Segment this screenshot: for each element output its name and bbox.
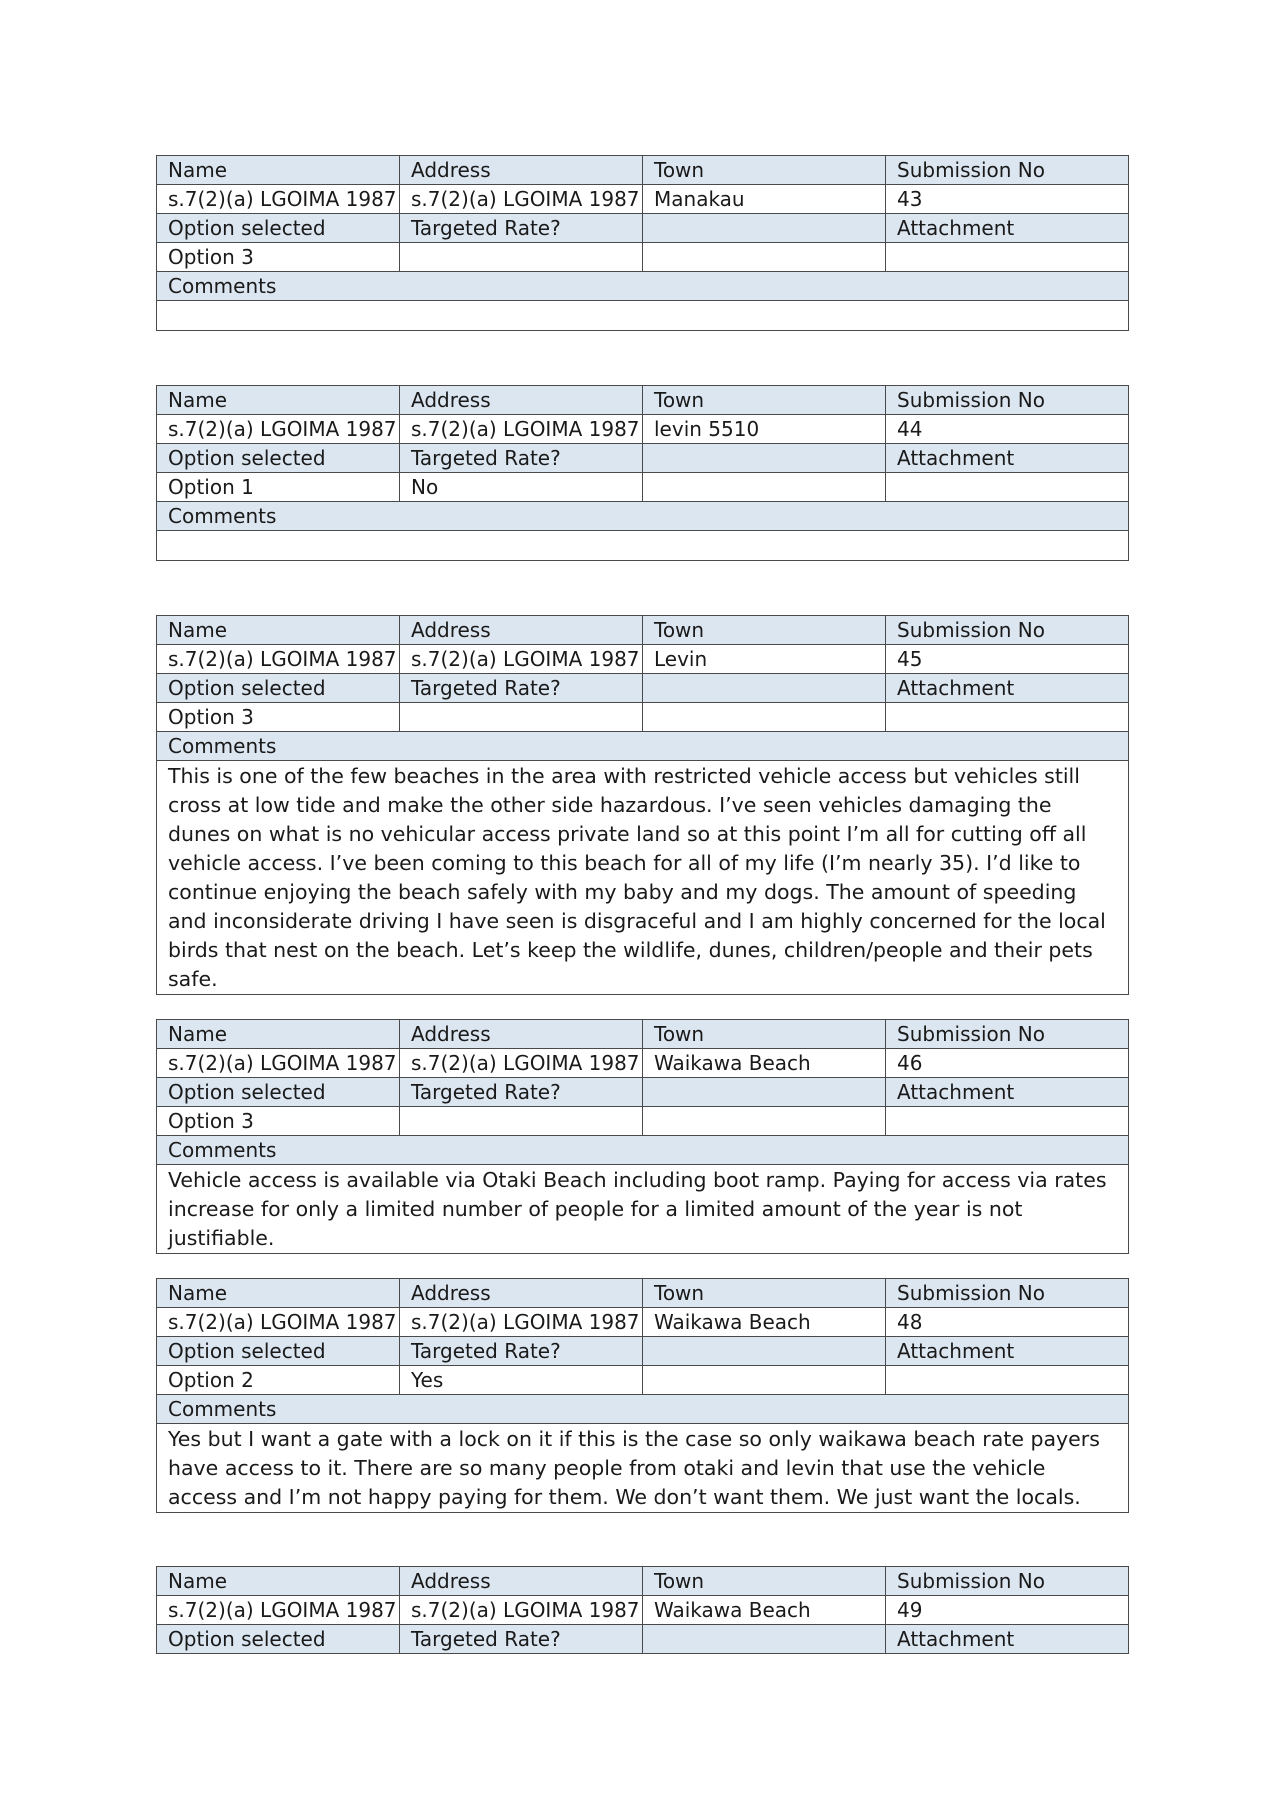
- option-selected-label: Option selected: [157, 1625, 400, 1654]
- submission-no-label: Submission No: [886, 1279, 1129, 1308]
- details-row: [157, 1049, 1129, 1078]
- town-label: Town: [643, 1020, 886, 1049]
- options-header-row: [157, 214, 1129, 243]
- targeted-rate-label: Targeted Rate?: [400, 674, 643, 703]
- comment-text: [157, 531, 1129, 561]
- option-value: Option 1: [157, 473, 400, 502]
- name-label: Name: [157, 1279, 400, 1308]
- town-label: Town: [643, 1279, 886, 1308]
- options-row: [157, 1107, 1129, 1136]
- submission-no-value: 43: [886, 185, 1129, 214]
- option-selected-label: Option selected: [157, 214, 400, 243]
- name-label: Name: [157, 156, 400, 185]
- options-row: [157, 1366, 1129, 1395]
- address-value: s.7(2)(a) LGOIMA 1987: [400, 645, 643, 674]
- details-row: [157, 415, 1129, 444]
- address-label: Address: [400, 1279, 643, 1308]
- option-selected-label: Option selected: [157, 1337, 400, 1366]
- details-row: [157, 645, 1129, 674]
- targeted-rate-label: Targeted Rate?: [400, 444, 643, 473]
- attachment-label: Attachment: [886, 674, 1129, 703]
- town-value: levin 5510: [643, 415, 886, 444]
- submission-table-46: [156, 1019, 1129, 1254]
- option-selected-label: Option selected: [157, 444, 400, 473]
- submission-no-value: 45: [886, 645, 1129, 674]
- comments-label: Comments: [157, 272, 1129, 301]
- attachment-label: Attachment: [886, 214, 1129, 243]
- submission-table-49: [156, 1566, 1129, 1654]
- submission-no-value: 44: [886, 415, 1129, 444]
- options-row: [157, 703, 1129, 732]
- address-value: s.7(2)(a) LGOIMA 1987: [400, 1596, 643, 1625]
- submission-table-48: [156, 1278, 1129, 1513]
- submission-table-44: [156, 385, 1129, 561]
- targeted-rate-label: Targeted Rate?: [400, 214, 643, 243]
- comment-text: This is one of the few beaches in the area with restricted vehicle access but vehicles still cross at low tide and make the other side hazardous. I’ve seen vehicles damaging the dunes on what is no vehicular access private land so at this point I’m all for cutting off all vehicle access. I’ve been coming to this beach for all of my life (I’m nearly 35). I’d like to continue enjoying the beach safely with my baby and my dogs. The amount of speeding and inconsiderate driving I have seen is disgraceful and I am highly concerned for the local birds that nest on the beach. Let’s keep the wildlife, dunes, children/people and their pets safe.: [157, 761, 1129, 995]
- submission-no-label: Submission No: [886, 1020, 1129, 1049]
- targeted-rate-label: Targeted Rate?: [400, 1337, 643, 1366]
- comments-header-row: [157, 732, 1129, 761]
- attachment-value: [886, 703, 1129, 732]
- targeted-rate-value: [400, 703, 643, 732]
- comments-header-row: [157, 1395, 1129, 1424]
- header-row: [157, 386, 1129, 415]
- comments-label: Comments: [157, 1136, 1129, 1165]
- targeted-rate-label: Targeted Rate?: [400, 1625, 643, 1654]
- submission-no-value: 49: [886, 1596, 1129, 1625]
- blank-cell: [643, 703, 886, 732]
- town-value: Waikawa Beach: [643, 1308, 886, 1337]
- name-value: s.7(2)(a) LGOIMA 1987: [157, 185, 400, 214]
- name-label: Name: [157, 386, 400, 415]
- attachment-value: [886, 243, 1129, 272]
- name-label: Name: [157, 1020, 400, 1049]
- blank-cell: [643, 1337, 886, 1366]
- name-label: Name: [157, 616, 400, 645]
- name-value: s.7(2)(a) LGOIMA 1987: [157, 415, 400, 444]
- address-label: Address: [400, 616, 643, 645]
- blank-cell: [643, 1625, 886, 1654]
- attachment-label: Attachment: [886, 1078, 1129, 1107]
- town-value: Levin: [643, 645, 886, 674]
- option-selected-label: Option selected: [157, 1078, 400, 1107]
- comments-header-row: [157, 272, 1129, 301]
- attachment-value: [886, 1366, 1129, 1395]
- submission-table-45: [156, 615, 1129, 995]
- town-value: Waikawa Beach: [643, 1049, 886, 1078]
- town-label: Town: [643, 386, 886, 415]
- details-row: [157, 1596, 1129, 1625]
- town-value: Waikawa Beach: [643, 1596, 886, 1625]
- option-value: Option 3: [157, 243, 400, 272]
- blank-cell: [643, 243, 886, 272]
- submission-no-value: 48: [886, 1308, 1129, 1337]
- option-value: Option 3: [157, 1107, 400, 1136]
- blank-cell: [643, 473, 886, 502]
- address-value: s.7(2)(a) LGOIMA 1987: [400, 415, 643, 444]
- address-label: Address: [400, 156, 643, 185]
- options-header-row: [157, 1625, 1129, 1654]
- header-row: [157, 156, 1129, 185]
- comments-header-row: [157, 502, 1129, 531]
- town-label: Town: [643, 156, 886, 185]
- options-header-row: [157, 674, 1129, 703]
- town-label: Town: [643, 616, 886, 645]
- town-value: Manakau: [643, 185, 886, 214]
- attachment-value: [886, 1107, 1129, 1136]
- name-value: s.7(2)(a) LGOIMA 1987: [157, 1049, 400, 1078]
- submission-no-label: Submission No: [886, 156, 1129, 185]
- comments-row: [157, 531, 1129, 561]
- town-label: Town: [643, 1567, 886, 1596]
- submission-no-label: Submission No: [886, 616, 1129, 645]
- options-header-row: [157, 1078, 1129, 1107]
- submission-no-label: Submission No: [886, 386, 1129, 415]
- header-row: [157, 1567, 1129, 1596]
- address-value: s.7(2)(a) LGOIMA 1987: [400, 185, 643, 214]
- attachment-label: Attachment: [886, 1337, 1129, 1366]
- address-value: s.7(2)(a) LGOIMA 1987: [400, 1049, 643, 1078]
- header-row: [157, 1279, 1129, 1308]
- options-row: [157, 473, 1129, 502]
- attachment-label: Attachment: [886, 1625, 1129, 1654]
- blank-cell: [643, 1366, 886, 1395]
- blank-cell: [643, 674, 886, 703]
- comments-label: Comments: [157, 502, 1129, 531]
- comments-row: [157, 1165, 1129, 1254]
- options-header-row: [157, 444, 1129, 473]
- details-row: [157, 185, 1129, 214]
- targeted-rate-value: [400, 1107, 643, 1136]
- address-label: Address: [400, 1020, 643, 1049]
- comments-row: [157, 301, 1129, 331]
- option-value: Option 2: [157, 1366, 400, 1395]
- options-row: [157, 243, 1129, 272]
- comments-row: [157, 1424, 1129, 1513]
- header-row: [157, 1020, 1129, 1049]
- submission-table-43: [156, 155, 1129, 331]
- option-value: Option 3: [157, 703, 400, 732]
- comment-text: Vehicle access is available via Otaki Beach including boot ramp. Paying for access via rates increase for only a limited number of people for a limited amount of the year is not justifiable.: [157, 1165, 1129, 1254]
- header-row: [157, 616, 1129, 645]
- blank-cell: [643, 444, 886, 473]
- name-value: s.7(2)(a) LGOIMA 1987: [157, 1308, 400, 1337]
- option-selected-label: Option selected: [157, 674, 400, 703]
- comment-text: [157, 301, 1129, 331]
- targeted-rate-label: Targeted Rate?: [400, 1078, 643, 1107]
- comments-row: [157, 761, 1129, 995]
- targeted-rate-value: No: [400, 473, 643, 502]
- blank-cell: [643, 1107, 886, 1136]
- comments-label: Comments: [157, 732, 1129, 761]
- attachment-value: [886, 473, 1129, 502]
- options-header-row: [157, 1337, 1129, 1366]
- attachment-label: Attachment: [886, 444, 1129, 473]
- submission-no-label: Submission No: [886, 1567, 1129, 1596]
- comments-label: Comments: [157, 1395, 1129, 1424]
- comment-text: Yes but I want a gate with a lock on it if this is the case so only waikawa beach rate payers have access to it. There are so many people from otaki and levin that use the vehicle access and I’m not happy paying for them. We don’t want them. We just want the locals.: [157, 1424, 1129, 1513]
- blank-cell: [643, 1078, 886, 1107]
- name-value: s.7(2)(a) LGOIMA 1987: [157, 645, 400, 674]
- blank-cell: [643, 214, 886, 243]
- address-value: s.7(2)(a) LGOIMA 1987: [400, 1308, 643, 1337]
- details-row: [157, 1308, 1129, 1337]
- targeted-rate-value: Yes: [400, 1366, 643, 1395]
- targeted-rate-value: [400, 243, 643, 272]
- address-label: Address: [400, 1567, 643, 1596]
- comments-header-row: [157, 1136, 1129, 1165]
- name-value: s.7(2)(a) LGOIMA 1987: [157, 1596, 400, 1625]
- submission-no-value: 46: [886, 1049, 1129, 1078]
- name-label: Name: [157, 1567, 400, 1596]
- address-label: Address: [400, 386, 643, 415]
